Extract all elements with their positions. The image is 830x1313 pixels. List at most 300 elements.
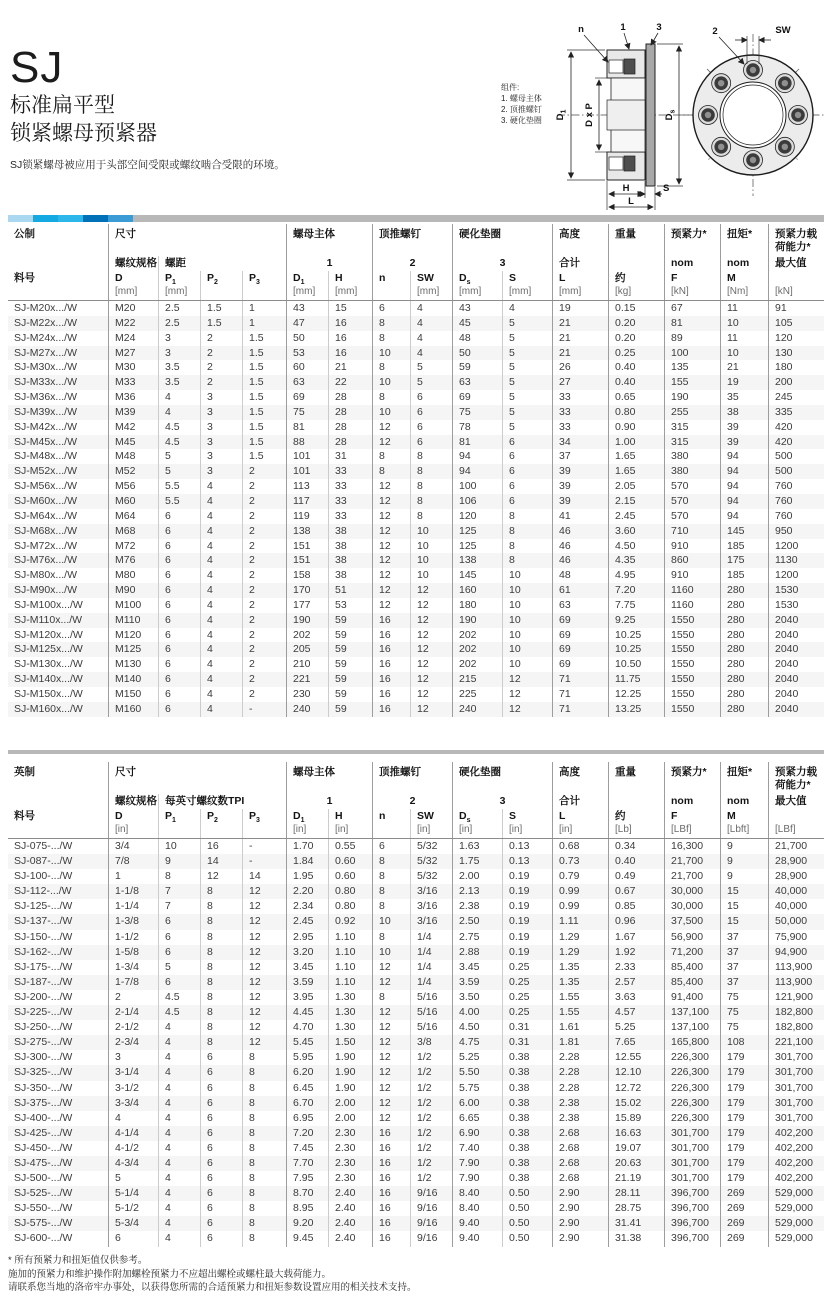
value-cell: 53 <box>328 598 372 613</box>
value-cell: 51 <box>328 583 372 598</box>
value-cell: 6 <box>200 1065 242 1080</box>
value-cell: 12 <box>242 960 286 975</box>
value-cell: 8 <box>372 990 410 1005</box>
value-cell: 4-1/2 <box>108 1141 158 1156</box>
value-cell: 12 <box>372 598 410 613</box>
footnote-3: 请联系您当地的洛帝牢办事处，以获得您所需的合适预紧力和扭矩参数设置应用的相关技术支持。 <box>8 1282 417 1293</box>
value-cell: 8 <box>372 360 410 375</box>
value-cell: 1-3/4 <box>108 960 158 975</box>
part-number-cell: SJ-100-.../W <box>14 870 73 883</box>
value-cell: 1.65 <box>608 449 664 464</box>
value-cell: 2.90 <box>552 1186 608 1201</box>
value-cell: 16 <box>372 1141 410 1156</box>
value-cell: 570 <box>664 494 720 509</box>
value-cell: 1.65 <box>608 464 664 479</box>
value-cell: 12 <box>502 702 552 717</box>
value-cell: 1550 <box>664 613 720 628</box>
part-number-cell: SJ-200-.../W <box>14 990 73 1003</box>
value-cell: 6 <box>200 1156 242 1171</box>
value-cell: 5.95 <box>286 1050 328 1065</box>
value-cell: 22 <box>328 375 372 390</box>
value-cell: 33 <box>552 420 608 435</box>
part-number-cell: SJ-M36x.../W <box>14 391 78 404</box>
value-cell: 11 <box>720 301 768 316</box>
value-cell: 4.45 <box>286 1005 328 1020</box>
value-cell: 280 <box>720 598 768 613</box>
value-cell: 9/16 <box>410 1186 452 1201</box>
value-cell: 94 <box>720 464 768 479</box>
value-cell: 3/16 <box>410 884 452 899</box>
value-cell: 130 <box>768 346 824 361</box>
value-cell: 71 <box>552 672 608 687</box>
value-cell: 2.38 <box>452 899 502 914</box>
accent-segment <box>133 215 824 222</box>
value-cell: 1.61 <box>552 1020 608 1035</box>
jack-screw-icon <box>750 67 756 73</box>
value-cell: 8 <box>372 449 410 464</box>
value-cell: 6 <box>158 613 200 628</box>
value-cell: 190 <box>664 390 720 405</box>
callout-part3: 3 <box>656 22 662 33</box>
header-cell <box>768 809 824 824</box>
value-cell: 5.75 <box>452 1081 502 1096</box>
column-unit: [mm] <box>502 286 552 300</box>
value-cell: 6 <box>200 1111 242 1126</box>
value-cell: 100 <box>452 479 502 494</box>
value-cell: 8 <box>372 930 410 945</box>
value-cell: 1.5 <box>242 375 286 390</box>
value-cell: 6 <box>158 672 200 687</box>
part-number-cell: SJ-M140x.../W <box>14 673 83 686</box>
value-cell: 4 <box>200 657 242 672</box>
table-row <box>8 316 824 331</box>
value-cell: 0.85 <box>608 899 664 914</box>
value-cell: 4 <box>200 539 242 554</box>
value-cell: 16 <box>372 1201 410 1216</box>
value-cell: 2.68 <box>552 1171 608 1186</box>
column-unit: [mm] <box>158 286 200 300</box>
value-cell: 43 <box>452 301 502 316</box>
value-cell: 5 <box>502 331 552 346</box>
value-cell: 8 <box>158 869 200 884</box>
column-letter: $D_1$ <box>286 809 328 824</box>
value-cell: 69 <box>552 642 608 657</box>
value-cell: 2.28 <box>552 1065 608 1080</box>
value-cell: 37,500 <box>664 914 720 929</box>
value-cell: 4 <box>200 672 242 687</box>
value-cell: 0.19 <box>502 899 552 914</box>
size-group: 尺寸 <box>108 762 286 794</box>
table-row <box>8 1111 824 1126</box>
value-cell: 59 <box>328 613 372 628</box>
value-cell: 2040 <box>768 672 824 687</box>
value-cell: 9/16 <box>410 1231 452 1246</box>
column-unit: [in] <box>552 824 608 838</box>
column-unit <box>372 286 410 300</box>
column-unit: [mm] <box>552 286 608 300</box>
value-cell: 1.10 <box>328 930 372 945</box>
value-cell: 910 <box>664 568 720 583</box>
value-cell: 12 <box>410 628 452 643</box>
value-cell: 1 <box>108 869 158 884</box>
column-letter: $P_3$ <box>242 271 286 286</box>
value-cell: 16 <box>372 687 410 702</box>
column-unit: [kN] <box>664 286 720 300</box>
value-cell: 12.55 <box>608 1050 664 1065</box>
table-row <box>8 1171 824 1186</box>
column-unit <box>200 824 242 838</box>
value-cell: 4 <box>158 1050 200 1065</box>
value-cell: M100 <box>108 598 158 613</box>
value-cell: 269 <box>720 1201 768 1216</box>
weight-group: 重量 <box>608 224 664 256</box>
value-cell: 12 <box>372 494 410 509</box>
column-unit: [kN] <box>768 286 824 300</box>
value-cell: 4 <box>200 479 242 494</box>
value-cell: 6 <box>410 435 452 450</box>
column-unit: [Lbft] <box>720 824 768 838</box>
value-cell: 6 <box>200 1096 242 1111</box>
value-cell: 1 <box>242 316 286 331</box>
value-cell: M42 <box>108 420 158 435</box>
table-row <box>8 301 824 316</box>
value-cell: 5-3/4 <box>108 1216 158 1231</box>
component-num-3: 3 <box>452 256 552 271</box>
value-cell: 16 <box>372 672 410 687</box>
value-cell: 5 <box>108 1171 158 1186</box>
value-cell: 12 <box>242 899 286 914</box>
value-cell: 4.75 <box>452 1035 502 1050</box>
part-number-cell: SJ-M68x.../W <box>14 524 78 537</box>
part-number-cell: SJ-M20x.../W <box>14 302 78 314</box>
value-cell: 33 <box>552 390 608 405</box>
value-cell: 37 <box>720 960 768 975</box>
value-cell: 3-3/4 <box>108 1096 158 1111</box>
value-cell: 0.13 <box>502 854 552 869</box>
value-cell: 280 <box>720 583 768 598</box>
value-cell: 4 <box>200 524 242 539</box>
part-number-cell: SJ-275-.../W <box>14 1036 73 1049</box>
value-cell: 5 <box>502 420 552 435</box>
value-cell: 69 <box>552 628 608 643</box>
value-cell: 145 <box>452 568 502 583</box>
value-cell: 78 <box>452 420 502 435</box>
value-cell: 570 <box>664 509 720 524</box>
value-cell: 6 <box>410 390 452 405</box>
table-row <box>8 672 824 687</box>
value-cell: 2-1/4 <box>108 1005 158 1020</box>
value-cell: 19.07 <box>608 1141 664 1156</box>
value-cell: 9 <box>720 869 768 884</box>
value-cell: 20.63 <box>608 1156 664 1171</box>
capacity-group: 预紧力载荷能力* <box>768 224 824 256</box>
value-cell: 4.35 <box>608 553 664 568</box>
value-cell: 3/16 <box>410 899 452 914</box>
value-cell: 402,200 <box>768 1156 824 1171</box>
value-cell: 3 <box>108 1050 158 1065</box>
value-cell: 5 <box>502 390 552 405</box>
column-unit: [mm] <box>108 286 158 300</box>
value-cell: 3 <box>200 464 242 479</box>
title-block <box>10 44 285 172</box>
value-cell: 2 <box>242 583 286 598</box>
value-cell: 0.73 <box>552 854 608 869</box>
value-cell: 2 <box>108 990 158 1005</box>
value-cell: 108 <box>720 1035 768 1050</box>
value-cell: 12 <box>242 930 286 945</box>
value-cell: 61 <box>552 583 608 598</box>
value-cell: 27 <box>552 375 608 390</box>
value-cell: 269 <box>720 1186 768 1201</box>
height-group: 高度 <box>552 224 608 256</box>
value-cell: 28,900 <box>768 854 824 869</box>
value-cell: 182,800 <box>768 1005 824 1020</box>
legend-title: 组件: <box>501 83 520 92</box>
table-row <box>8 598 824 613</box>
value-cell: 105 <box>768 316 824 331</box>
value-cell: 1.10 <box>328 960 372 975</box>
value-cell: 0.15 <box>608 301 664 316</box>
value-cell: 2 <box>242 628 286 643</box>
part-no-label: 料号 <box>14 272 35 284</box>
value-cell: M36 <box>108 390 158 405</box>
value-cell: 1/2 <box>410 1096 452 1111</box>
part-number-cell: SJ-M22x.../W <box>14 316 78 329</box>
value-cell: 210 <box>286 657 328 672</box>
part-number-cell: SJ-M160x.../W <box>14 702 83 715</box>
value-cell: 10.50 <box>608 657 664 672</box>
value-cell: 75 <box>720 1020 768 1035</box>
part-number-cell: SJ-425-.../W <box>14 1126 73 1139</box>
value-cell: 8 <box>242 1186 286 1201</box>
value-cell: 5 <box>502 346 552 361</box>
value-cell: 269 <box>720 1216 768 1231</box>
table-row <box>8 1020 824 1035</box>
value-cell: 94 <box>720 509 768 524</box>
value-cell: 8 <box>410 494 452 509</box>
value-cell: 21 <box>328 360 372 375</box>
value-cell: 33 <box>328 494 372 509</box>
value-cell: 6.70 <box>286 1096 328 1111</box>
value-cell: 5 <box>502 375 552 390</box>
value-cell: 0.60 <box>328 854 372 869</box>
value-cell: 6 <box>158 930 200 945</box>
value-cell: 10 <box>502 583 552 598</box>
capacity-group: 预紧力载荷能力* <box>768 762 824 794</box>
value-cell: 2.13 <box>452 884 502 899</box>
value-cell: 5 <box>158 449 200 464</box>
value-cell: 8 <box>200 990 242 1005</box>
value-cell: 10 <box>410 553 452 568</box>
front-view <box>681 25 825 196</box>
value-cell: 0.31 <box>502 1020 552 1035</box>
value-cell: 4 <box>410 346 452 361</box>
value-cell: 4 <box>200 583 242 598</box>
value-cell: 8 <box>200 930 242 945</box>
value-cell: 301,700 <box>768 1096 824 1111</box>
value-cell: 7.90 <box>452 1171 502 1186</box>
value-cell: 4.57 <box>608 1005 664 1020</box>
column-unit <box>372 824 410 838</box>
value-cell: 12 <box>372 975 410 990</box>
value-cell: 91 <box>768 301 824 316</box>
value-cell: 21 <box>552 316 608 331</box>
value-cell: 2.57 <box>608 975 664 990</box>
cross-section-view <box>555 22 700 210</box>
value-cell: 75 <box>286 405 328 420</box>
value-cell: 0.55 <box>328 839 372 854</box>
column-letter: S <box>502 271 552 286</box>
value-cell: 6 <box>410 405 452 420</box>
table-row <box>8 884 824 899</box>
value-cell: 1-1/8 <box>108 884 158 899</box>
value-cell: 2040 <box>768 657 824 672</box>
value-cell: 4 <box>158 1065 200 1080</box>
value-cell: 12 <box>410 657 452 672</box>
value-cell: 1/2 <box>410 1156 452 1171</box>
value-cell: 226,300 <box>664 1096 720 1111</box>
value-cell: 0.80 <box>328 899 372 914</box>
value-cell: 2.00 <box>328 1111 372 1126</box>
value-cell: 7 <box>158 884 200 899</box>
value-cell: 2 <box>242 509 286 524</box>
value-cell: 8 <box>502 524 552 539</box>
part-number-cell: SJ-M60x.../W <box>14 494 78 507</box>
value-cell: 529,000 <box>768 1186 824 1201</box>
header-cell <box>608 256 664 271</box>
value-cell: 9 <box>720 854 768 869</box>
value-cell: 67 <box>664 301 720 316</box>
value-cell: 12 <box>372 539 410 554</box>
value-cell: 0.80 <box>608 405 664 420</box>
weight-group: 重量 <box>608 762 664 794</box>
value-cell: 280 <box>720 687 768 702</box>
product-code: SJ <box>10 43 64 92</box>
value-cell: 1.10 <box>328 945 372 960</box>
value-cell: 0.38 <box>502 1081 552 1096</box>
jack-screw-icon <box>718 80 724 86</box>
value-cell: 529,000 <box>768 1231 824 1246</box>
value-cell: 21,700 <box>768 839 824 854</box>
value-cell: 0.99 <box>552 899 608 914</box>
torque-group: 扭矩* <box>720 224 768 256</box>
value-cell: 1.63 <box>452 839 502 854</box>
header-cell <box>8 824 108 838</box>
value-cell: 7.65 <box>608 1035 664 1050</box>
table-row <box>8 375 824 390</box>
value-cell: 16 <box>372 1186 410 1201</box>
value-cell: 85,400 <box>664 960 720 975</box>
table-row <box>8 1050 824 1065</box>
part-number-cell: SJ-M120x.../W <box>14 628 83 641</box>
value-cell: 225 <box>452 687 502 702</box>
value-cell: 202 <box>452 657 502 672</box>
value-cell: 94 <box>452 449 502 464</box>
value-cell: 0.13 <box>502 839 552 854</box>
value-cell: 6 <box>200 1081 242 1096</box>
value-cell: 2.90 <box>552 1201 608 1216</box>
value-cell: 2 <box>242 524 286 539</box>
preload-group: 预紧力* <box>664 762 720 794</box>
value-cell: 2.68 <box>552 1126 608 1141</box>
jack-screw-icon <box>795 112 801 118</box>
value-cell: 12 <box>372 583 410 598</box>
part-number-cell: SJ-M64x.../W <box>14 509 78 522</box>
value-cell: 179 <box>720 1156 768 1171</box>
value-cell: 43 <box>286 301 328 316</box>
value-cell: 15 <box>720 899 768 914</box>
value-cell: 120 <box>768 331 824 346</box>
value-cell: 1/4 <box>410 975 452 990</box>
value-cell: 280 <box>720 613 768 628</box>
value-cell: 94,900 <box>768 945 824 960</box>
value-cell: 7.40 <box>452 1141 502 1156</box>
value-cell: 12 <box>242 945 286 960</box>
value-cell: 138 <box>286 524 328 539</box>
value-cell: 2-1/2 <box>108 1020 158 1035</box>
value-cell: 301,700 <box>768 1065 824 1080</box>
value-cell: 1.29 <box>552 930 608 945</box>
value-cell: 75 <box>452 405 502 420</box>
value-cell: 8 <box>242 1096 286 1111</box>
value-cell: 4 <box>158 1096 200 1111</box>
value-cell: 6 <box>158 945 200 960</box>
value-cell: 63 <box>286 375 328 390</box>
value-cell: 6.00 <box>452 1096 502 1111</box>
value-cell: 8 <box>200 1005 242 1020</box>
table-row <box>8 360 824 375</box>
value-cell: 280 <box>720 702 768 717</box>
value-cell: 10 <box>502 657 552 672</box>
value-cell: 1.67 <box>608 930 664 945</box>
value-cell: 5.45 <box>286 1035 328 1050</box>
value-cell: 2.40 <box>328 1216 372 1231</box>
value-cell: 6 <box>158 628 200 643</box>
value-cell: 1550 <box>664 687 720 702</box>
nom-label: nom <box>664 794 720 809</box>
value-cell: 10 <box>502 628 552 643</box>
value-cell: 10 <box>720 316 768 331</box>
value-cell: 12 <box>410 598 452 613</box>
column-unit: [Lb] <box>608 824 664 838</box>
value-cell: M130 <box>108 657 158 672</box>
value-cell: 40,000 <box>768 899 824 914</box>
value-cell: 1.29 <box>552 945 608 960</box>
washer-section <box>646 44 655 186</box>
part-number-cell: SJ-M45x.../W <box>14 435 78 448</box>
column-letter: 约 <box>608 271 664 286</box>
value-cell: 335 <box>768 405 824 420</box>
value-cell: 1.30 <box>328 1005 372 1020</box>
imperial-table <box>8 750 824 1247</box>
value-cell: 3.50 <box>452 990 502 1005</box>
part-number-cell: SJ-325-.../W <box>14 1066 73 1079</box>
value-cell: 4 <box>200 568 242 583</box>
value-cell: 69 <box>552 657 608 672</box>
column-unit: [in] <box>328 824 372 838</box>
value-cell: 10 <box>502 598 552 613</box>
value-cell: 0.20 <box>608 331 664 346</box>
value-cell: 2.34 <box>286 899 328 914</box>
value-cell: 5/32 <box>410 854 452 869</box>
value-cell: 19 <box>720 375 768 390</box>
value-cell: 12 <box>372 568 410 583</box>
value-cell: 8.40 <box>452 1201 502 1216</box>
value-cell: 1/2 <box>410 1141 452 1156</box>
table-row <box>8 854 824 869</box>
value-cell: 4 <box>200 509 242 524</box>
value-cell: 0.92 <box>328 914 372 929</box>
